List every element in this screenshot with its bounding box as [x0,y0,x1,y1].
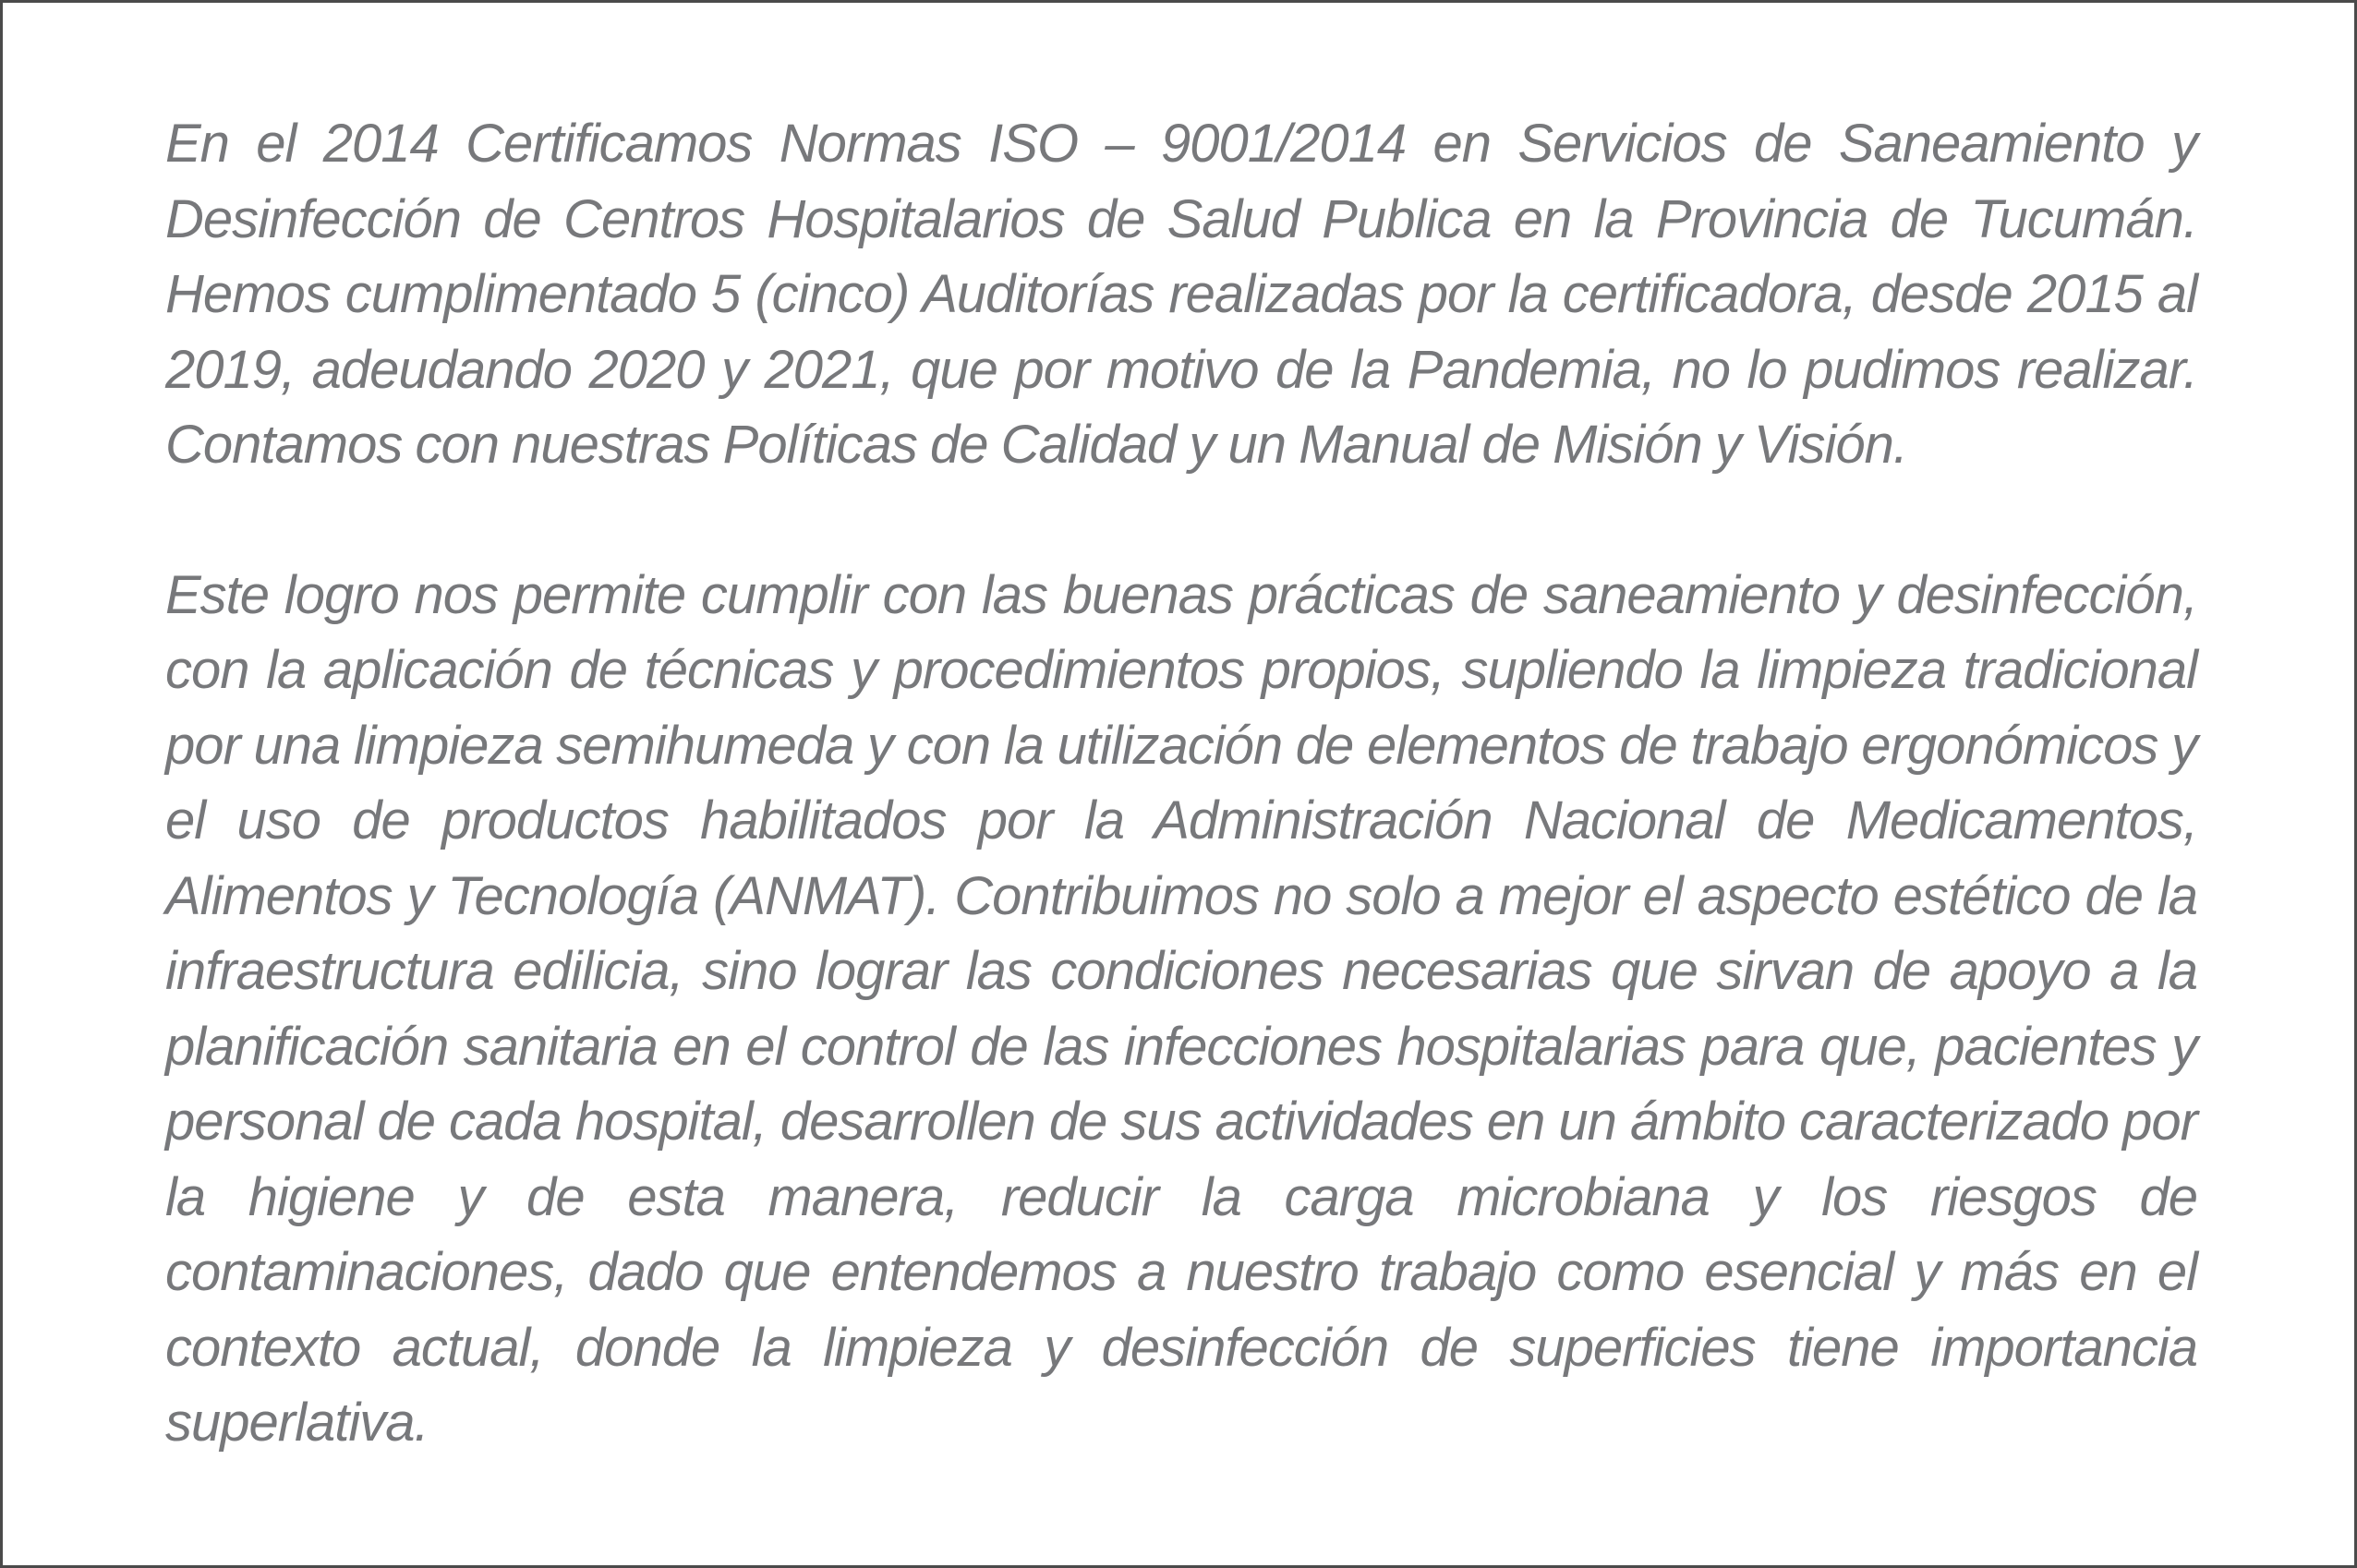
paragraph-iso-certification: En el 2014 Certificamos Normas ISO – 9001/2014 en Servicios de Saneamiento y Desinfección de Centros Hospitalarios de Salud Publica en la Provincia de Tucumán. Hemos cumplimentado 5 (cinco) Auditorías realizadas por la certificadora, desde 2015 al 2019, adeudando 2020 y 2021, que por motivo de la Pandemia, no lo pudimos realizar. Contamos con nuestras Políticas de Calidad y un Manual de Misión y Visión. [165,114,2197,475]
document-body [165,106,2197,1461]
paragraph-sanitation-practices: Este logro nos permite cumplir con las buenas prácticas de saneamiento y desinfección, con la aplicación de técnicas y procedimientos propios, supliendo la limpieza tradicional por una limpieza semihumeda y con la utilización de elementos de trabajo ergonómicos y el uso de productos habilitados por la Administración Nacional de Medicamentos, Alimentos y Tecnología (ANMAT). Contribuimos no solo a mejor el aspecto estético de la infraestructura edilicia, sino lograr las condiciones necesarias que sirvan de apoyo a la planificación sanitaria en el control de las infecciones hospitalarias para que, pacientes y personal de cada hospital, desarrollen de sus actividades en un ámbito caracterizado por la higiene y de esta manera, reducir la carga microbiana y los riesgos de contaminaciones, dado que entendemos a nuestro trabajo como esencial y más en el contexto actual, donde la limpieza y desinfección de superficies tiene importancia superlativa. [165,564,2197,1453]
